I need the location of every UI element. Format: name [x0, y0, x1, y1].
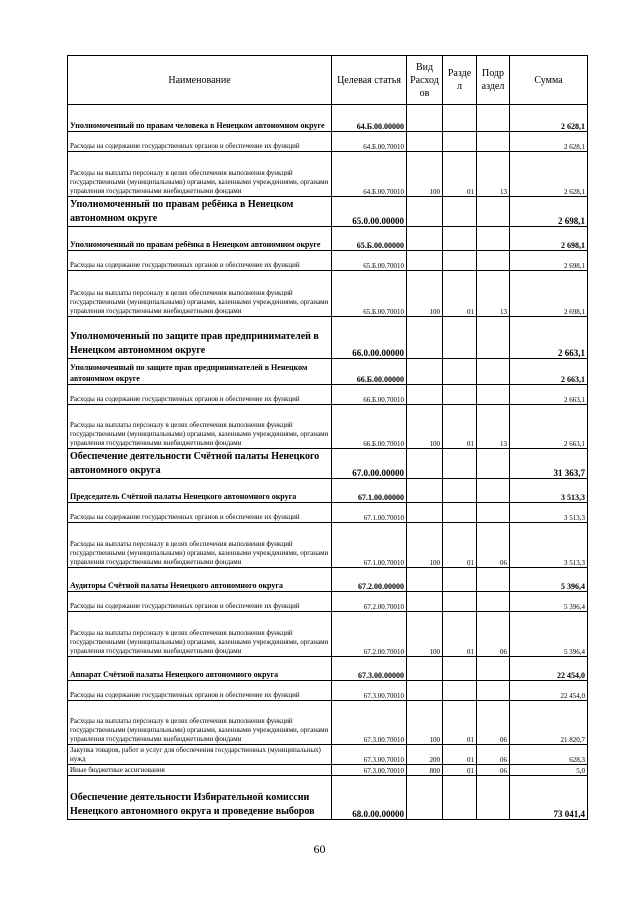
table-row: [68, 317, 588, 359]
row-sum: 2 663,1: [510, 385, 588, 405]
header-section: Разде л: [443, 56, 477, 105]
row-code: 68.0.00.00000: [332, 776, 407, 820]
row-vid: [407, 592, 443, 612]
row-razdel: [443, 317, 477, 359]
table-row: [68, 152, 588, 197]
row-vid: [407, 359, 443, 385]
row-code: 66.0.00.00000: [332, 317, 407, 359]
row-razdel: [443, 776, 477, 820]
row-sum: 22 454,0: [510, 681, 588, 701]
row-name: Уполномоченный по защите прав предпринимателей в Ненецком автономном округе: [68, 317, 332, 359]
row-vid: 100: [407, 271, 443, 317]
row-sum: 2 663,1: [510, 359, 588, 385]
table-row: [68, 359, 588, 385]
row-razdel: 01: [443, 745, 477, 765]
row-podrazdel: 06: [477, 765, 510, 776]
row-code: 67.3.00.70010: [332, 765, 407, 776]
table-row: [68, 251, 588, 271]
row-razdel: 01: [443, 271, 477, 317]
row-vid: [407, 197, 443, 227]
row-vid: [407, 776, 443, 820]
table-row: [68, 701, 588, 745]
row-vid: 100: [407, 152, 443, 197]
row-vid: [407, 132, 443, 152]
row-podrazdel: [477, 776, 510, 820]
row-code: 67.3.00.70010: [332, 745, 407, 765]
table-row: [68, 612, 588, 657]
row-podrazdel: [477, 479, 510, 503]
row-vid: [407, 385, 443, 405]
table-header-row: [68, 56, 588, 105]
row-name: Расходы на содержание государственных органов и обеспечение их функций: [68, 503, 332, 523]
row-razdel: 01: [443, 152, 477, 197]
row-vid: 100: [407, 701, 443, 745]
row-razdel: [443, 251, 477, 271]
row-vid: [407, 568, 443, 592]
row-razdel: [443, 132, 477, 152]
row-vid: 100: [407, 612, 443, 657]
row-name: Расходы на содержание государственных органов и обеспечение их функций: [68, 592, 332, 612]
table-row: [68, 405, 588, 449]
row-name: Председатель Счётной палаты Ненецкого автономного округа: [68, 479, 332, 503]
row-razdel: 01: [443, 612, 477, 657]
row-podrazdel: [477, 657, 510, 681]
row-sum: 2 663,1: [510, 405, 588, 449]
row-sum: 31 363,7: [510, 449, 588, 479]
row-name: Расходы на содержание государственных органов и обеспечение их функций: [68, 681, 332, 701]
row-name: Расходы на выплаты персоналу в целях обеспечения выполнения функций государственными (муниципальными) органами, казенными учреждениями, органами управления государственными внебюджетными фондами: [68, 701, 332, 745]
row-sum: 2 628,1: [510, 152, 588, 197]
row-vid: 200: [407, 745, 443, 765]
row-vid: [407, 251, 443, 271]
row-code: 67.2.00.70010: [332, 612, 407, 657]
row-code: 65.Б.00.70010: [332, 271, 407, 317]
row-code: 64.Б.00.70010: [332, 132, 407, 152]
row-razdel: [443, 105, 477, 132]
row-podrazdel: [477, 681, 510, 701]
row-podrazdel: [477, 132, 510, 152]
row-code: 65.Б.00.00000: [332, 227, 407, 251]
table-row: [68, 765, 588, 776]
budget-table: [67, 55, 588, 820]
row-sum: 3 513,3: [510, 523, 588, 568]
row-code: 67.1.00.00000: [332, 479, 407, 503]
row-razdel: [443, 197, 477, 227]
row-podrazdel: [477, 197, 510, 227]
row-name: Уполномоченный по правам ребёнка в Ненецком автономном округе: [68, 197, 332, 227]
row-sum: 2 628,1: [510, 105, 588, 132]
row-podrazdel: [477, 359, 510, 385]
row-razdel: 01: [443, 523, 477, 568]
row-name: Расходы на содержание государственных органов и обеспечение их функций: [68, 132, 332, 152]
row-sum: 2 698,1: [510, 227, 588, 251]
row-sum: 3 513,3: [510, 503, 588, 523]
header-name: Наименование: [68, 56, 332, 105]
row-code: 67.1.00.70010: [332, 503, 407, 523]
row-vid: [407, 105, 443, 132]
row-razdel: [443, 592, 477, 612]
row-vid: [407, 657, 443, 681]
row-podrazdel: [477, 251, 510, 271]
row-razdel: 01: [443, 765, 477, 776]
row-sum: 5 396,4: [510, 612, 588, 657]
row-vid: 800: [407, 765, 443, 776]
row-podrazdel: [477, 449, 510, 479]
row-razdel: [443, 227, 477, 251]
row-vid: [407, 681, 443, 701]
row-podrazdel: 06: [477, 612, 510, 657]
row-name: Аппарат Счётной палаты Ненецкого автономного округа: [68, 657, 332, 681]
row-code: 64.Б.00.70010: [332, 152, 407, 197]
row-name: Обеспечение деятельности Избирательной комиссии Ненецкого автономного округа и проведение выборов: [68, 776, 332, 820]
row-name: Иные бюджетные ассигнования: [68, 765, 332, 776]
row-vid: 100: [407, 523, 443, 568]
row-name: Обеспечение деятельности Счётной палаты Ненецкого автономного округа: [68, 449, 332, 479]
row-code: 67.3.00.70010: [332, 701, 407, 745]
row-name: Уполномоченный по правам ребёнка в Ненецком автономном округе: [68, 227, 332, 251]
row-name: Закупка товаров, работ и услуг для обеспечения государственных (муниципальных) нужд: [68, 745, 332, 765]
row-sum: 2 698,1: [510, 271, 588, 317]
row-sum: 628,3: [510, 745, 588, 765]
row-podrazdel: 13: [477, 152, 510, 197]
row-name: Расходы на содержание государственных органов и обеспечение их функций: [68, 385, 332, 405]
row-podrazdel: 06: [477, 745, 510, 765]
table-row: [68, 105, 588, 132]
row-code: 67.2.00.70010: [332, 592, 407, 612]
row-code: 66.Б.00.70010: [332, 385, 407, 405]
row-podrazdel: 13: [477, 405, 510, 449]
row-sum: 2 698,1: [510, 197, 588, 227]
row-sum: 2 698,1: [510, 251, 588, 271]
table-row: [68, 197, 588, 227]
row-code: 66.Б.00.00000: [332, 359, 407, 385]
row-podrazdel: [477, 568, 510, 592]
row-name: Уполномоченный по правам человека в Ненецком автономном округе: [68, 105, 332, 132]
row-name: Расходы на выплаты персоналу в целях обеспечения выполнения функций государственными (муниципальными) органами, казенными учреждениями, органами управления государственными внебюджетными фондами: [68, 271, 332, 317]
row-vid: [407, 449, 443, 479]
row-podrazdel: [477, 592, 510, 612]
row-name: Расходы на выплаты персоналу в целях обеспечения выполнения функций государственными (муниципальными) органами, казенными учреждениями, органами управления государственными внебюджетными фондами: [68, 152, 332, 197]
row-code: 67.1.00.70010: [332, 523, 407, 568]
table-row: [68, 681, 588, 701]
header-sum: Сумма: [510, 56, 588, 105]
table-row: [68, 271, 588, 317]
row-sum: 5,0: [510, 765, 588, 776]
row-razdel: [443, 479, 477, 503]
row-vid: [407, 503, 443, 523]
row-razdel: [443, 503, 477, 523]
row-name: Расходы на выплаты персоналу в целях обеспечения выполнения функций государственными (муниципальными) органами, казенными учреждениями, органами управления государственными внебюджетными фондами: [68, 612, 332, 657]
row-name: Расходы на выплаты персоналу в целях обеспечения выполнения функций государственными (муниципальными) органами, казенными учреждениями, органами управления государственными внебюджетными фондами: [68, 405, 332, 449]
row-vid: [407, 479, 443, 503]
row-vid: [407, 317, 443, 359]
row-podrazdel: [477, 105, 510, 132]
header-subsection: Подр аздел: [477, 56, 510, 105]
table-row: [68, 449, 588, 479]
row-name: Аудиторы Счётной палаты Ненецкого автономного округа: [68, 568, 332, 592]
table-row: [68, 745, 588, 765]
table-row: [68, 503, 588, 523]
table-row: [68, 479, 588, 503]
table-row: [68, 385, 588, 405]
table-row: [68, 657, 588, 681]
row-podrazdel: [477, 503, 510, 523]
row-razdel: 01: [443, 405, 477, 449]
row-podrazdel: [477, 227, 510, 251]
row-code: 67.2.00.00000: [332, 568, 407, 592]
row-code: 65.Б.00.70010: [332, 251, 407, 271]
row-podrazdel: [477, 317, 510, 359]
row-vid: 100: [407, 405, 443, 449]
row-code: 67.3.00.00000: [332, 657, 407, 681]
row-podrazdel: 13: [477, 271, 510, 317]
row-razdel: [443, 657, 477, 681]
row-razdel: [443, 568, 477, 592]
header-type: Вид Расход ов: [407, 56, 443, 105]
row-code: 67.3.00.70010: [332, 681, 407, 701]
row-razdel: [443, 359, 477, 385]
table-row: [68, 227, 588, 251]
row-code: 67.0.00.00000: [332, 449, 407, 479]
page-number: 60: [313, 842, 326, 856]
row-sum: 5 396,4: [510, 592, 588, 612]
row-podrazdel: 06: [477, 701, 510, 745]
header-code: Целевая статья: [332, 56, 407, 105]
table-row: [68, 776, 588, 820]
row-razdel: 01: [443, 701, 477, 745]
row-name: Уполномоченный по защите прав предпринимателей в Ненецком автономном округе: [68, 359, 332, 385]
row-sum: 2 663,1: [510, 317, 588, 359]
table-row: [68, 592, 588, 612]
table-row: [68, 523, 588, 568]
row-sum: 2 628,1: [510, 132, 588, 152]
row-podrazdel: 06: [477, 523, 510, 568]
table-row: [68, 568, 588, 592]
row-sum: 3 513,3: [510, 479, 588, 503]
row-podrazdel: [477, 385, 510, 405]
row-razdel: [443, 449, 477, 479]
row-name: Расходы на выплаты персоналу в целях обеспечения выполнения функций государственными (муниципальными) органами, казенными учреждениями, органами управления государственными внебюджетными фондами: [68, 523, 332, 568]
row-sum: 22 454,0: [510, 657, 588, 681]
row-vid: [407, 227, 443, 251]
row-razdel: [443, 681, 477, 701]
row-sum: 5 396,4: [510, 568, 588, 592]
row-code: 65.0.00.00000: [332, 197, 407, 227]
row-name: Расходы на содержание государственных органов и обеспечение их функций: [68, 251, 332, 271]
table-row: [68, 132, 588, 152]
row-sum: 21 820,7: [510, 701, 588, 745]
row-code: 64.Б.00.00000: [332, 105, 407, 132]
row-razdel: [443, 385, 477, 405]
row-code: 66.Б.00.70010: [332, 405, 407, 449]
row-sum: 73 041,4: [510, 776, 588, 820]
